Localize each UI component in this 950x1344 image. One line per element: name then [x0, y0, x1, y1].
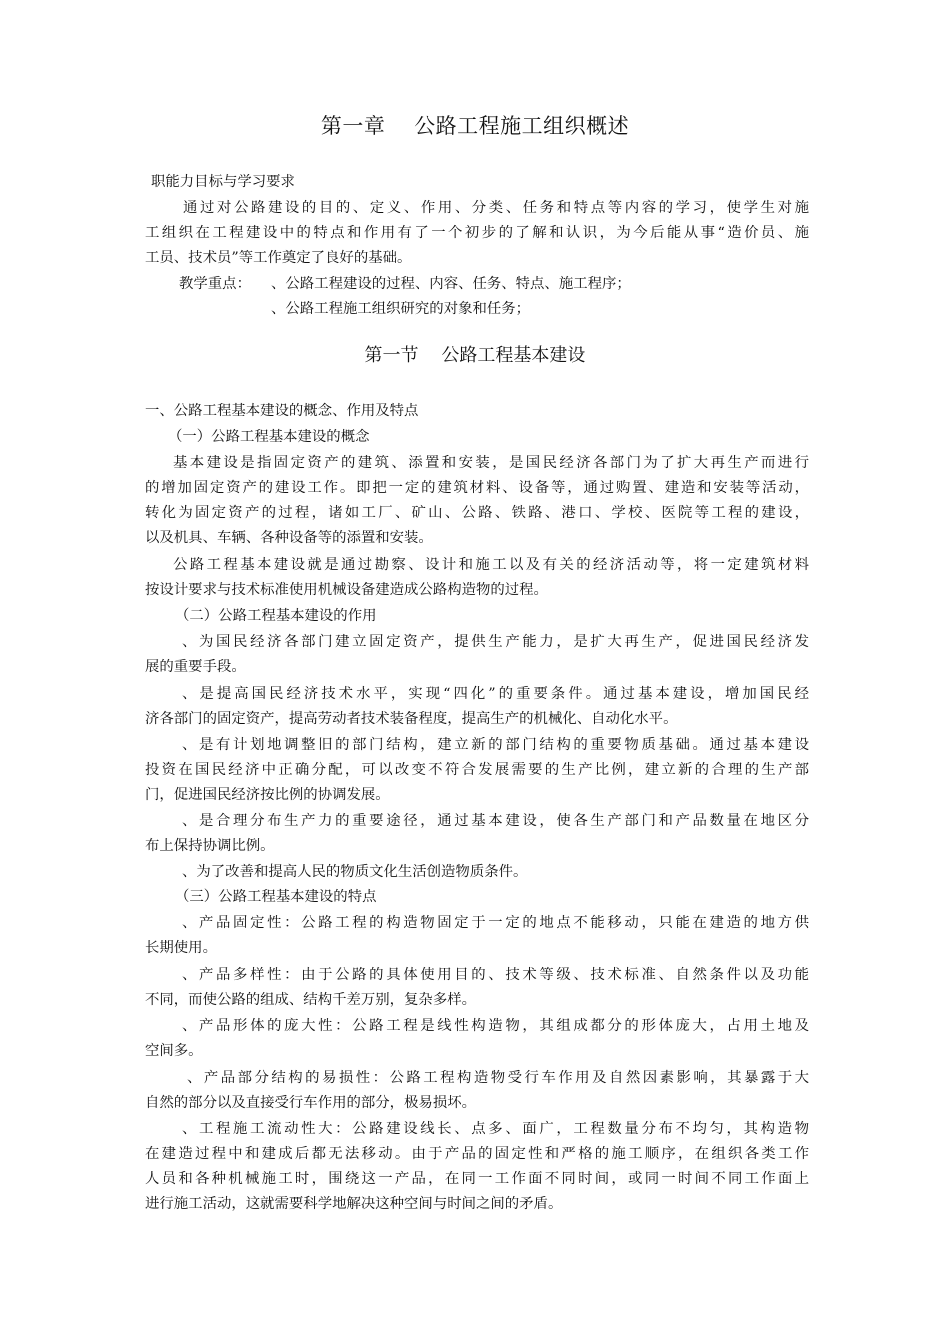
goals-heading: 职能力目标与学习要求 [151, 174, 295, 190]
section-title: 第一节 公路工程基本建设 [364, 345, 586, 366]
list-item-line: 展的重要手段。 [145, 659, 246, 675]
list-item-line: 、是合理分布生产力的重要途径，通过基本建设，使各生产部门和产品数量在地区分 [182, 813, 809, 829]
list-item-line: 长期使用。 [145, 940, 217, 956]
list-item-line: 不同，而使公路的组成、结构千差万别，复杂多样。 [145, 992, 476, 1008]
list-item-line: 、产品固定性：公路工程的构造物固定于一定的地点不能移动，只能在建造的地方供 [182, 915, 809, 931]
chapter-title: 第一章 公路工程施工组织概述 [320, 114, 630, 138]
list-item-line: 门，促进国民经济按比例的协调发展。 [145, 787, 390, 803]
goals-paragraph-line: 工员、技术员”等工作奠定了良好的基础。 [145, 250, 412, 266]
part-heading: 一、公路工程基本建设的概念、作用及特点 [145, 403, 419, 419]
list-item-line: 布上保持协调比例。 [145, 838, 275, 854]
list-item-line: 、为国民经济各部门建立固定资产，提供生产能力，是扩大再生产，促进国民经济发 [182, 634, 809, 650]
list-item-line: 自然的部分以及直接受行车作用的部分，极易损坏。 [145, 1095, 476, 1111]
list-item-line: 、产品形体的庞大性：公路工程是线性构造物，其组成都分的形体庞大，占用土地及 [182, 1018, 809, 1034]
list-item-line: 、是提高国民经济技术水平，实现“四化”的重要条件。通过基本建设，增加国民经 [182, 686, 809, 702]
list-item-line: 投资在国民经济中正确分配，可以改变不符合发展需要的生产比例，建立新的合理的生产部 [145, 762, 809, 778]
subsection-heading: （一）公路工程基本建设的概念 [168, 429, 370, 445]
paragraph-line: 转化为固定资产的过程，诸如工厂、矿山、公路、铁路、港口、学校、医院等工程的建设， [145, 505, 809, 521]
list-item-line: 济各部门的固定资产，提高劳动者技术装备程度，提高生产的机械化、自动化水平。 [145, 711, 678, 727]
list-item-line: 、工程施工流动性大：公路建设线长、点多、面广，工程数量分布不均匀，其构造物 [182, 1121, 809, 1137]
paragraph-line: 的增加固定资产的建设工作。即把一定的建筑材料、设备等，通过购置、建造和安装等活动， [145, 480, 809, 496]
teaching-focus-item: 、公路工程施工组织研究的对象和任务； [271, 301, 531, 317]
list-item-line: 在建造过程中和建成后都无法移动。由于产品的固定性和严格的施工顺序，在组织各类工作 [145, 1146, 809, 1162]
list-item-line: 、产品部分结构的易损性：公路工程构造物受行车作用及自然因素影响，其暴露于大 [187, 1070, 809, 1086]
list-item-line: 进行施工活动，这就需要科学地解决这种空间与时间之间的矛盾。 [145, 1196, 563, 1212]
list-item-line: 空间多。 [145, 1043, 203, 1059]
list-item-line: 人员和各种机械施工时，围绕这一产品，在同一工作面不同时间，或同一时间不同工作面上 [145, 1171, 809, 1187]
teaching-focus-item: 、公路工程建设的过程、内容、任务、特点、施工程序； [271, 276, 631, 292]
subsection-heading: （三）公路工程基本建设的特点 [175, 889, 377, 905]
paragraph-line: 基本建设是指固定资产的建筑、添置和安装，是国民经济各部门为了扩大再生产而进行 [173, 455, 809, 471]
list-item-line: 、为了改善和提高人民的物质文化生活创造物质条件。 [182, 864, 528, 880]
list-item-line: 、产品多样性：由于公路的具体使用目的、技术等级、技术标准、自然条件以及功能 [182, 967, 809, 983]
paragraph-line: 按设计要求与技术标准使用机械设备建造成公路构造物的过程。 [145, 582, 548, 598]
goals-paragraph-line: 通过对公路建设的目的、定义、作用、分类、任务和特点等内容的学习，使学生对施 [183, 200, 809, 216]
goals-paragraph-line: 工组织在工程建设中的特点和作用有了一个初步的了解和认识，为今后能从事“造价员、施 [145, 225, 809, 241]
paragraph-line: 以及机具、车辆、各种设备等的添置和安装。 [145, 530, 433, 546]
teaching-focus-label: 教学重点： [179, 276, 251, 292]
subsection-heading: （二）公路工程基本建设的作用 [175, 608, 377, 624]
paragraph-line: 公路工程基本建设就是通过勘察、设计和施工以及有关的经济活动等，将一定建筑材料 [173, 557, 809, 573]
list-item-line: 、是有计划地调整旧的部门结构，建立新的部门结构的重要物质基础。通过基本建设 [182, 737, 809, 753]
